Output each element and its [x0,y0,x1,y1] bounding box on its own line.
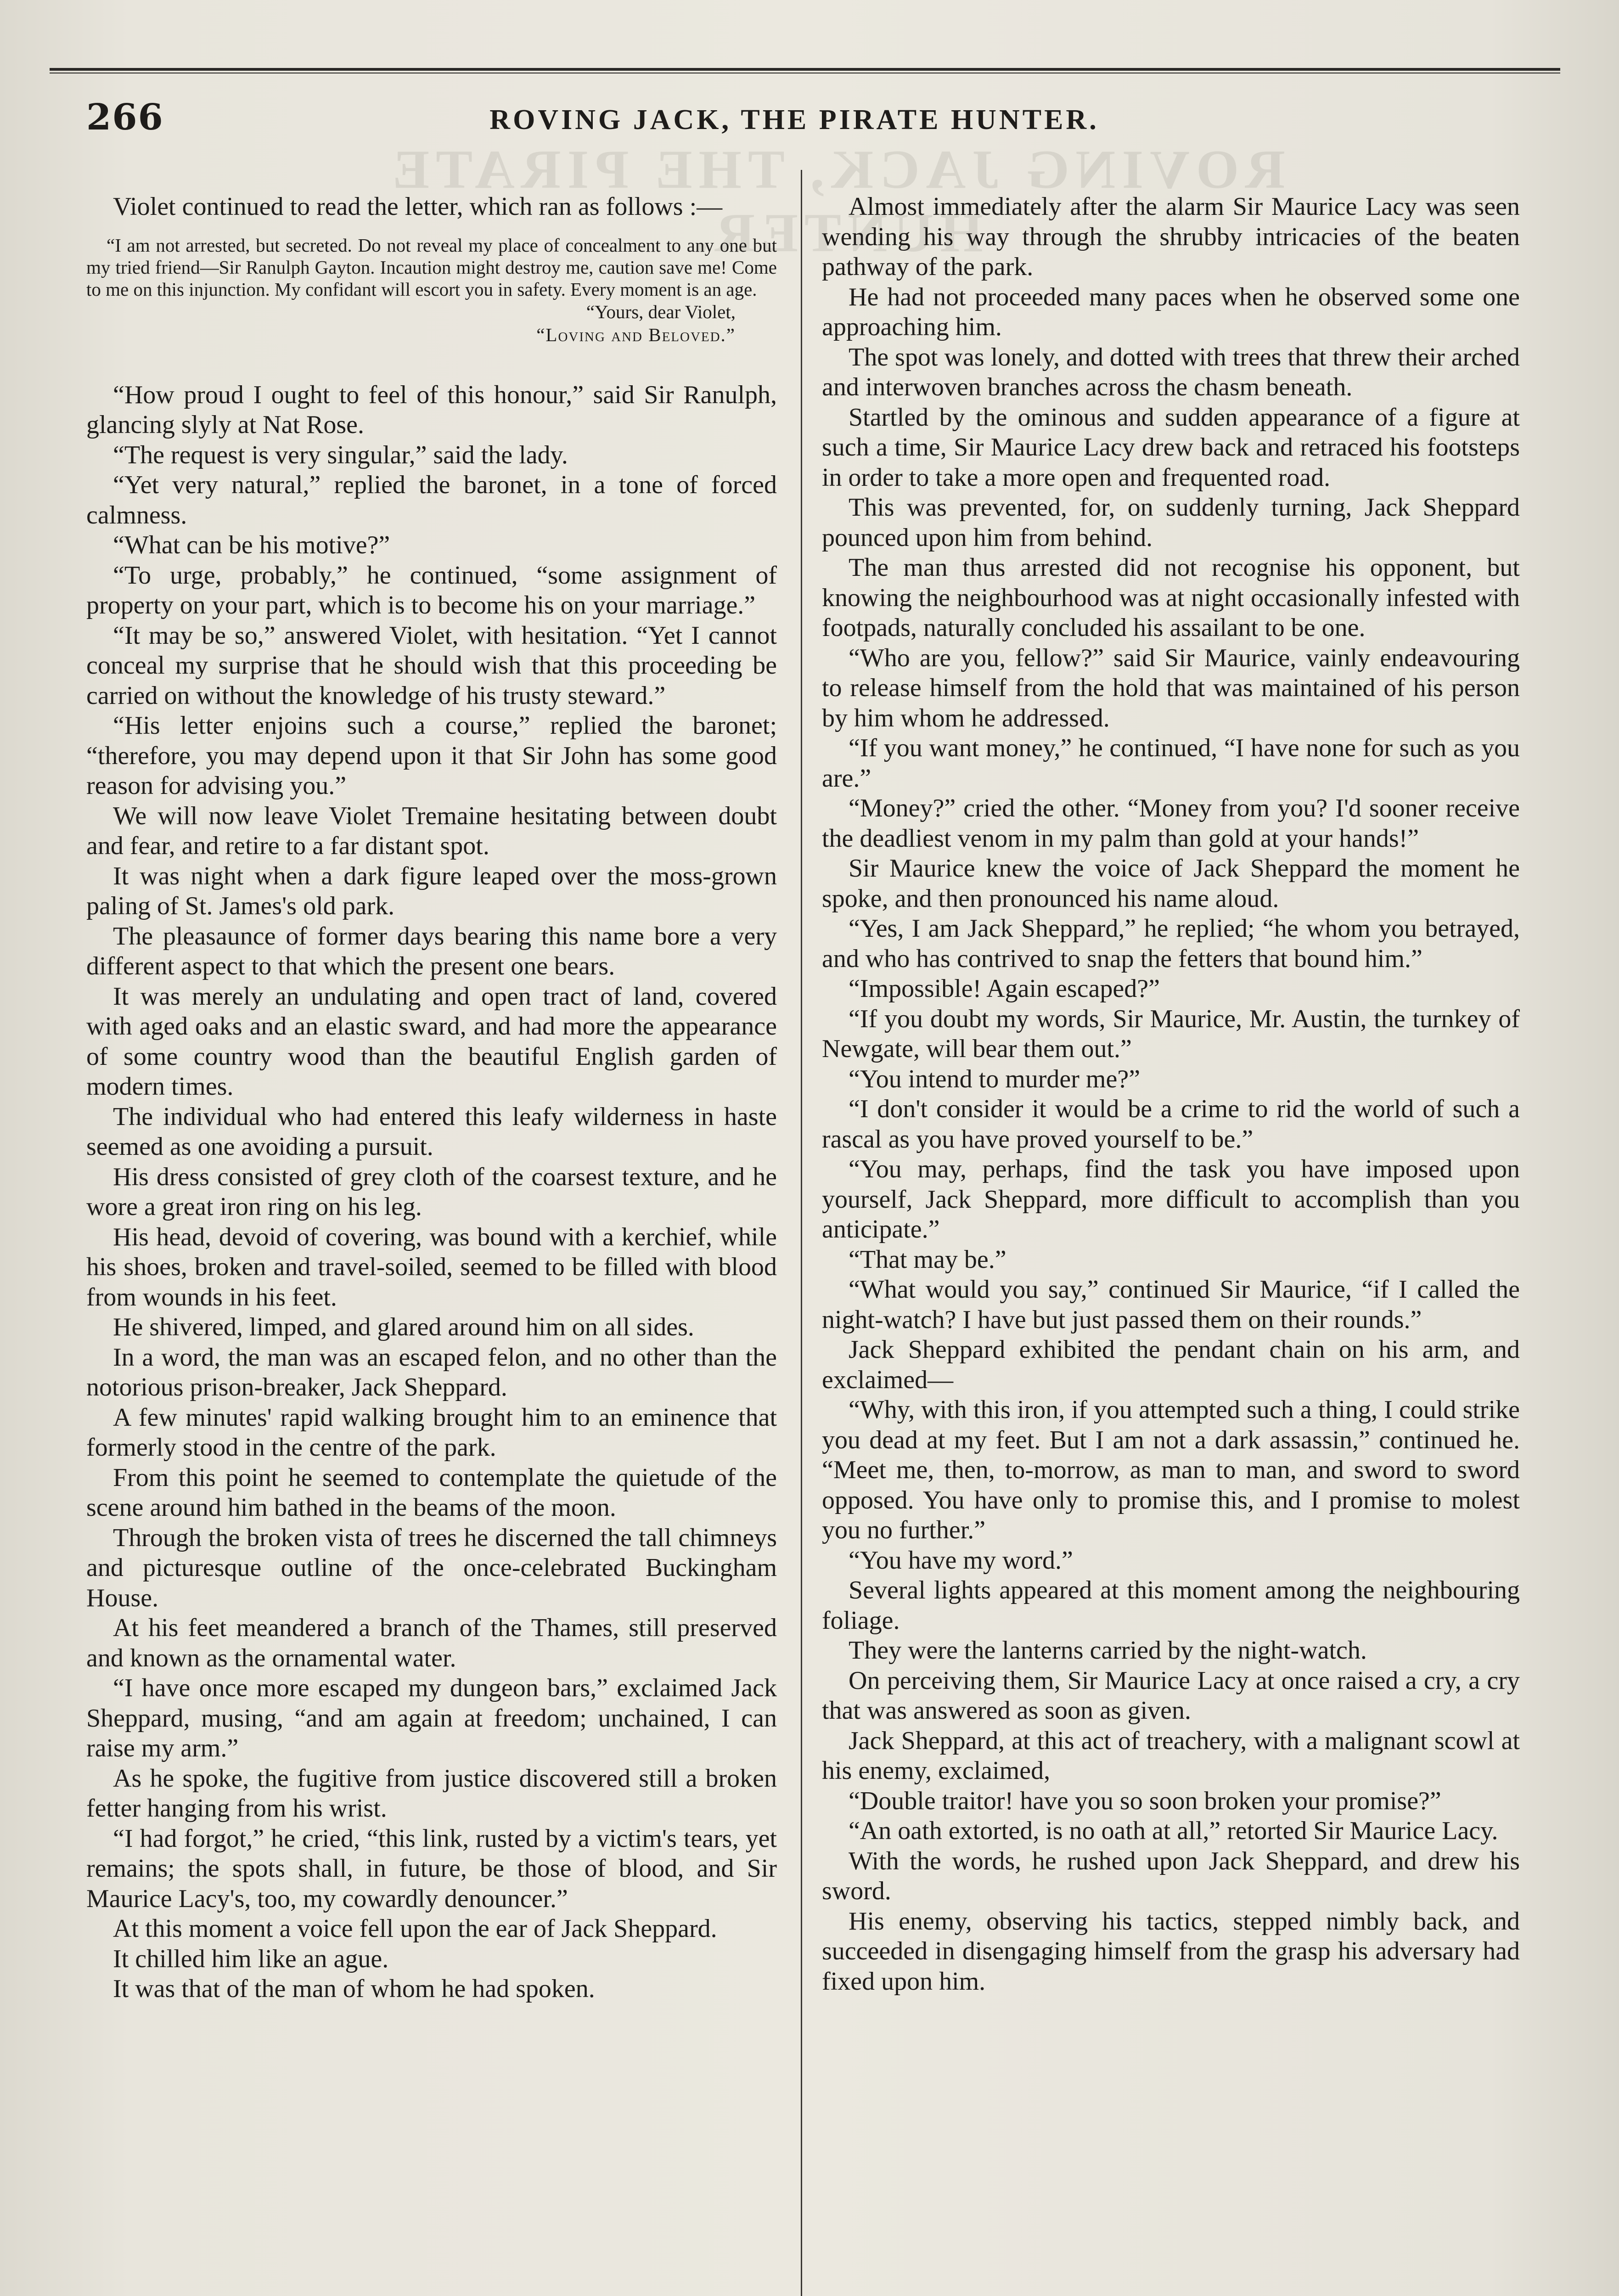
paragraph: He shivered, limped, and glared around him on all sides. [113,1313,694,1341]
paragraph: His dress consisted of grey cloth of the coarsest texture, and he wore a great iron ring on his leg. [86,1162,777,1221]
paragraph: Sir Maurice knew the voice of Jack Sheppard the moment he spoke, and then pronounced his name aloud. [822,854,1520,913]
paragraph: They were the lanterns carried by the night-watch. [849,1636,1367,1665]
paragraph: “You may, perhaps, find the task you have imposed upon yourself, Jack Sheppard, more difficult to accomplish than you anticipate.” [822,1155,1520,1244]
paragraph: Startled by the ominous and sudden appearance of a figure at such a time, Sir Maurice Lacy drew back and retraced his footsteps in order to take a more open and frequented road. [822,403,1520,492]
paragraph: “What can be his motive?” [113,531,390,559]
running-title: ROVING JACK, THE PIRATE HUNTER. [489,104,1099,135]
show-through-title: ROVING JACK, THE PIRATE HUNTER. [386,139,1285,263]
paragraph: At his feet meandered a branch of the Thames, still preserved and known as the ornamental water. [86,1614,777,1672]
letter-closing: “Yours, dear Violet, [586,301,736,322]
paragraph: Jack Sheppard exhibited the pendant chain on his arm, and exclaimed— [822,1335,1520,1394]
paragraph: As he spoke, the fugitive from justice discovered still a broken fetter hanging from his wrist. [86,1764,777,1823]
paragraph: At this moment a voice fell upon the ear of Jack Sheppard. [113,1914,717,1943]
paragraph: The man thus arrested did not recognise his opponent, but knowing the neighbourhood was at night occasionally infested with footpads, naturally concluded his assailant to be one. [822,553,1520,642]
paragraph: “If you want money,” he continued, “I have none for such as you are.” [822,734,1520,793]
paragraph: Almost immediately after the alarm Sir Maurice Lacy was seen wending his way through the shrubby intricacies of the beaten pathway of the park. [822,192,1520,281]
letter-signature: “Loving and Beloved.” [536,324,736,345]
paragraph: “His letter enjoins such a course,” replied the baronet; “therefore, you may depend upon it that Sir John has some good reason for advising you.” [86,711,777,800]
paragraph: It was merely an undulating and open tract of land, covered with aged oaks and an elastic sward, and had more the appearance of some country wood than the beautiful English garden of modern times. [86,982,777,1101]
paragraph: Violet continued to read the letter, which ran as follows :— [113,192,723,221]
right-column [822,192,1520,1997]
paragraph: He had not proceeded many paces when he observed some one approaching him. [822,282,1520,341]
paragraph: “How proud I ought to feel of this honour,” said Sir Ranulph, glancing slyly at Nat Rose. [86,380,777,439]
left-column [86,192,777,2004]
paragraph: Jack Sheppard, at this act of treachery, with a malignant scowl at his enemy, exclaimed, [822,1726,1520,1785]
paragraph: “Impossible! Again escaped?” [849,974,1160,1003]
right-paragraphs [822,192,1520,1997]
paragraph: Several lights appeared at this moment among the neighbouring foliage. [822,1576,1520,1635]
paragraph: “You intend to murder me?” [849,1064,1141,1093]
paragraph: It chilled him like an ague. [113,1944,389,1973]
paragraph: His enemy, observing his tactics, stepped nimbly back, and succeeded in disengaging himself from the grasp his adversary had fixed upon him. [822,1907,1520,1996]
paragraph: On perceiving them, Sir Maurice Lacy at once raised a cry, a cry that was answered as soon as given. [822,1666,1520,1725]
paragraph: “I have once more escaped my dungeon bars,” exclaimed Jack Sheppard, musing, “and am again at freedom; unchained, I can raise my arm.” [86,1674,777,1762]
column-divider [801,170,802,2296]
paragraph: “An oath extorted, is no oath at all,” retorted Sir Maurice Lacy. [849,1817,1498,1845]
paragraph: The spot was lonely, and dotted with trees that threw their arched and interwoven branches across the chasm beneath. [822,343,1520,401]
paragraph: “Why, with this iron, if you attempted such a thing, I could strike you dead at my feet. But I am not a dark assassin,” continued he. “Meet me, then, to-morrow, as man to man, and sword to sword opposed. You have only to promise this, and I promise to molest you no further.” [822,1396,1520,1544]
left-paragraphs-after-letter [86,380,777,2004]
paragraph: “Money?” cried the other. “Money from you? I'd sooner receive the deadliest venom in my palm than gold at your hands!” [822,794,1520,853]
paragraph: The individual who had entered this leafy wilderness in haste seemed as one avoiding a pursuit. [86,1102,777,1161]
paragraph: “You have my word.” [849,1546,1073,1575]
paragraph: “I had forgot,” he cried, “this link, rusted by a victim's tears, yet remains; the spots shall, in future, be those of blood, and Sir Maurice Lacy's, too, my cowardly denouncer.” [86,1824,777,1913]
paragraph: In a word, the man was an escaped felon, and no other than the notorious prison-breaker, Jack Sheppard. [86,1343,777,1401]
paragraph: It was that of the man of whom he had spoken. [113,1975,595,2003]
paragraph: With the words, he rushed upon Jack Sheppard, and drew his sword. [822,1846,1520,1905]
paragraph: “It may be so,” answered Violet, with hesitation. “Yet I cannot conceal my surprise that he should wish that this proceeding be carried on without the knowledge of his trusty steward.” [86,621,777,710]
paragraph: “If you doubt my words, Sir Maurice, Mr. Austin, the turnkey of Newgate, will bear them out.” [822,1004,1520,1063]
paragraph: A few minutes' rapid walking brought him to an eminence that formerly stood in the centre of the park. [86,1403,777,1462]
left-paragraphs-before-letter [86,192,777,222]
paragraph: “Double traitor! have you so soon broken your promise?” [849,1786,1441,1815]
paragraph: “Who are you, fellow?” said Sir Maurice, vainly endeavouring to release himself from the hold that was maintained of his person by him whom he addressed. [822,643,1520,732]
paragraph: It was night when a dark figure leaped over the moss-grown paling of St. James's old park. [86,861,777,920]
letter-body: “I am not arrested, but secreted. Do not reveal my place of concealment to any one but my tried friend—Sir Ranulph Gayton. Incaution might destroy me, caution save me! Come to me on this injunction. My confidant will escort you in safety. Every moment is an age. [86,234,777,300]
paragraph: The pleasaunce of former days bearing this name bore a very different aspect to that which the present one bears. [86,922,777,980]
paragraph: “Yes, I am Jack Sheppard,” he replied; “he whom you betrayed, and who has contrived to snap the fetters that bound him.” [822,914,1520,973]
paragraph: “That may be.” [849,1245,1006,1274]
paragraph: His head, devoid of covering, was bound with a kerchief, while his shoes, broken and travel-soiled, seemed to be filled with blood from wounds in his feet. [86,1222,777,1311]
paragraph: Through the broken vista of trees he discerned the tall chimneys and picturesque outline of the once-celebrated Buckingham House. [86,1523,777,1612]
paragraph: From this point he seemed to contemplate the quietude of the scene around him bathed in the beams of the moon. [86,1463,777,1522]
paragraph: “The request is very singular,” said the lady. [113,440,568,469]
top-rule [50,68,1560,71]
paragraph: This was prevented, for, on suddenly turning, Jack Sheppard pounced upon him from behind. [822,493,1520,552]
paragraph: “What would you say,” continued Sir Maurice, “if I called the night-watch? I have but just passed them on their rounds.” [822,1275,1520,1334]
paragraph: “Yet very natural,” replied the baronet, in a tone of forced calmness. [86,471,777,529]
paragraph: “To urge, probably,” he continued, “some assignment of property on your part, which is to become his on your marriage.” [86,561,777,619]
paragraph: “I don't consider it would be a crime to rid the world of such a rascal as you have proved yourself to be.” [822,1095,1520,1154]
embedded-letter [86,234,777,346]
page-number: 266 [86,96,164,138]
paragraph: We will now leave Violet Tremaine hesitating between doubt and fear, and retire to a far distant spot. [86,801,777,860]
